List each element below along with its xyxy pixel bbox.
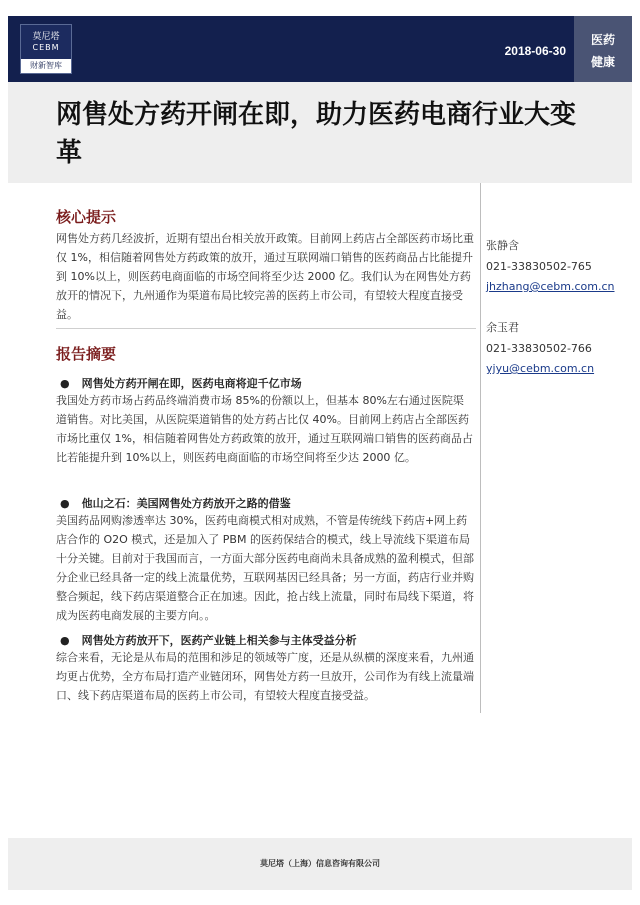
page-footer: 莫尼塔（上海）信息咨询有限公司 bbox=[8, 838, 632, 890]
bullet-dot-icon: ● bbox=[60, 634, 70, 647]
summary-heading: 报告摘要 bbox=[56, 345, 117, 363]
report-header bbox=[8, 16, 632, 82]
bullet-2-text: 美国药品网购渗透率达 30%，医药电商模式相对成熟，不管是传统线下药店+网上药店合作的 O2O 模式，还是加入了 PBM 的医药保结合的模式，线上导流线下渠道布局十分关键。目前对于我国而言，一方面大部分医药电商尚未具备成熟的盈利模式，但部分企业已经具备一定的线上流量优势，互联网基因已经具备；另一方面，药店行业并购整合频起，线下药店渠道整合正在加速。因此，抢占线上流量，同时布局线下渠道，将成为医药电商发展的主要方向。。 bbox=[56, 514, 474, 622]
analyst-1 bbox=[486, 236, 615, 298]
analyst-phone: 021-33830502-765 bbox=[486, 259, 592, 273]
bullet-dot-icon: ● bbox=[60, 377, 70, 390]
bullet-1-text: 我国处方药市场占药品终端消费市场 85%的份额以上，但基本 80%左右通过医院渠道销售。对比美国，从医院渠道销售的处方药占比仅 40%。目前网上药店占全部医药市场比重仅 1%，相信随着网售处方药政策的放开，通过互联网端口销售的医药商品占比若能提升到 10%以上，则医药电商面临的市场空间将至少达 2000 亿。 bbox=[56, 394, 473, 464]
core-text: 网售处方药几经波折，近期有望出台相关放开政策。目前网上药店占全部医药市场比重仅 1%，相信随着网售处方药政策的放开，通过互联网端口销售的医药商品占比能提升到 10%以上，则医药电商面临的市场空间将至少达 2000 亿。我们认为在网售处方药放开的情况下，九州通作为渠道布局比较完善的医药上市公司，有望较大程度直接受益。 bbox=[56, 232, 474, 321]
report-date: 2018-06-30 bbox=[504, 44, 566, 58]
analyst-email-link[interactable]: jhzhang@cebm.com.cn bbox=[486, 280, 615, 293]
analyst-2 bbox=[486, 318, 594, 380]
logo-cn-text: 莫尼塔 bbox=[32, 32, 60, 42]
analyst-email-link[interactable]: yjyu@cebm.com.cn bbox=[486, 362, 595, 375]
sector-line-2: 健康 bbox=[590, 55, 615, 69]
report-title: 网售处方药开闸在即，助力医药电商行业大变革 bbox=[56, 100, 577, 168]
bullet-2-title bbox=[56, 495, 474, 511]
logo-mark bbox=[21, 25, 71, 59]
company-logo bbox=[20, 24, 72, 74]
core-heading: 核心提示 bbox=[56, 208, 117, 226]
analyst-name: 张静含 bbox=[486, 239, 519, 252]
sector-line-1: 医药 bbox=[590, 33, 615, 47]
title-band bbox=[8, 82, 632, 183]
bullet-3-title bbox=[56, 632, 474, 648]
analyst-phone: 021-33830502-766 bbox=[486, 341, 592, 355]
bullet-3-text: 综合来看，无论是从布局的范围和涉足的领域等广度，还是从纵横的深度来看，九州通均更占优势，全方布局打造产业链闭环，网售处方药一旦放开，公司作为有线上流量端口、线下药店渠道布局的医药上市公司，有望较大程度直接受益。 bbox=[56, 651, 474, 702]
column-divider bbox=[480, 183, 481, 713]
bullet-1-title bbox=[56, 375, 474, 391]
bullet-title-text: 网售处方药放开下，医药产业链上相关参与主体受益分析 bbox=[81, 634, 357, 647]
bullet-dot-icon: ● bbox=[60, 497, 70, 510]
logo-en-text: CEBM bbox=[32, 43, 60, 52]
bullet-title-text: 网售处方药开闸在即，医药电商将迎千亿市场 bbox=[81, 377, 302, 390]
section-divider bbox=[56, 328, 476, 329]
logo-subtitle: 财新智库 bbox=[21, 59, 71, 73]
sector-badge bbox=[574, 16, 632, 82]
analyst-name: 余玉君 bbox=[486, 321, 519, 334]
bullet-title-text: 他山之石：美国网售处方药放开之路的借鉴 bbox=[81, 497, 291, 510]
